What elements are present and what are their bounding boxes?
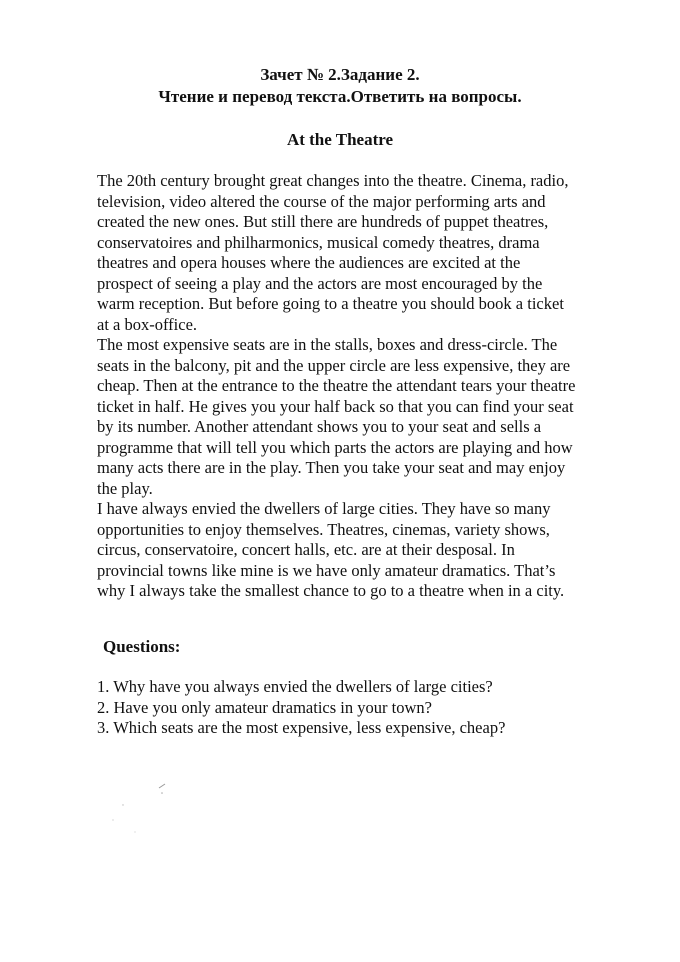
reading-text bbox=[97, 171, 637, 602]
text-line: cheap. Then at the entrance to the theatre the attendant tears your theatre bbox=[97, 376, 576, 395]
text-line: created the new ones. But still there are hundreds of puppet theatres, bbox=[97, 212, 549, 231]
text-line: The 20th century brought great changes into the theatre. Cinema, radio, bbox=[97, 171, 569, 190]
assignment-heading: Зачет № 2.Задание 2. bbox=[260, 65, 420, 84]
scan-specks bbox=[95, 780, 215, 840]
text-line: at a box-office. bbox=[97, 314, 198, 334]
text-title: At the Theatre bbox=[286, 130, 394, 149]
questions-list bbox=[97, 677, 505, 739]
text-line: programme that will tell you which parts the actors are playing and how bbox=[97, 437, 573, 457]
text-line: ticket in half. He gives you your half back so that you can find your seat bbox=[97, 396, 574, 416]
text-line: circus, conservatoire, concert halls, etc. are at their desposal. In bbox=[97, 540, 515, 559]
question-item: 3. Which seats are the most expensive, less expensive, cheap? bbox=[97, 718, 506, 737]
question-item: 1. Why have you always envied the dwellers of large cities? bbox=[97, 677, 493, 696]
text-line: warm reception. But before going to a theatre you should book a ticket bbox=[97, 294, 564, 313]
questions-heading: Questions: bbox=[103, 637, 181, 656]
text-line: I have always envied the dwellers of large cities. They have so many bbox=[97, 499, 551, 518]
text-line: the play. bbox=[97, 478, 153, 498]
text-line: The most expensive seats are in the stalls, boxes and dress-circle. The bbox=[97, 335, 558, 354]
text-line: theatres and opera houses where the audiences are excited at the bbox=[97, 253, 521, 272]
text-line: provincial towns like mine is we have only amateur dramatics. That’s bbox=[97, 560, 556, 580]
assignment-instructions: Чтение и перевод текста.Ответить на вопросы. bbox=[158, 87, 522, 106]
text-line: by its number. Another attendant shows you to your seat and sells a bbox=[97, 417, 542, 436]
text-line: conservatoires and philharmonics, musical comedy theatres, drama bbox=[97, 232, 540, 252]
text-line: many acts there are in the play. Then you take your seat and may enjoy bbox=[97, 458, 566, 477]
text-line: seats in the balcony, pit and the upper circle are less expensive, they are bbox=[97, 355, 571, 375]
text-line: why I always take the smallest chance to go to a theatre when in a city. bbox=[97, 581, 565, 600]
text-line: prospect of seeing a play and the actors are most encouraged by the bbox=[97, 273, 543, 293]
text-line: opportunities to enjoy themselves. Theatres, cinemas, variety shows, bbox=[97, 519, 550, 539]
question-item: 2. Have you only amateur dramatics in your town? bbox=[97, 697, 432, 717]
text-line: television, video altered the course of the major performing arts and bbox=[97, 191, 546, 211]
